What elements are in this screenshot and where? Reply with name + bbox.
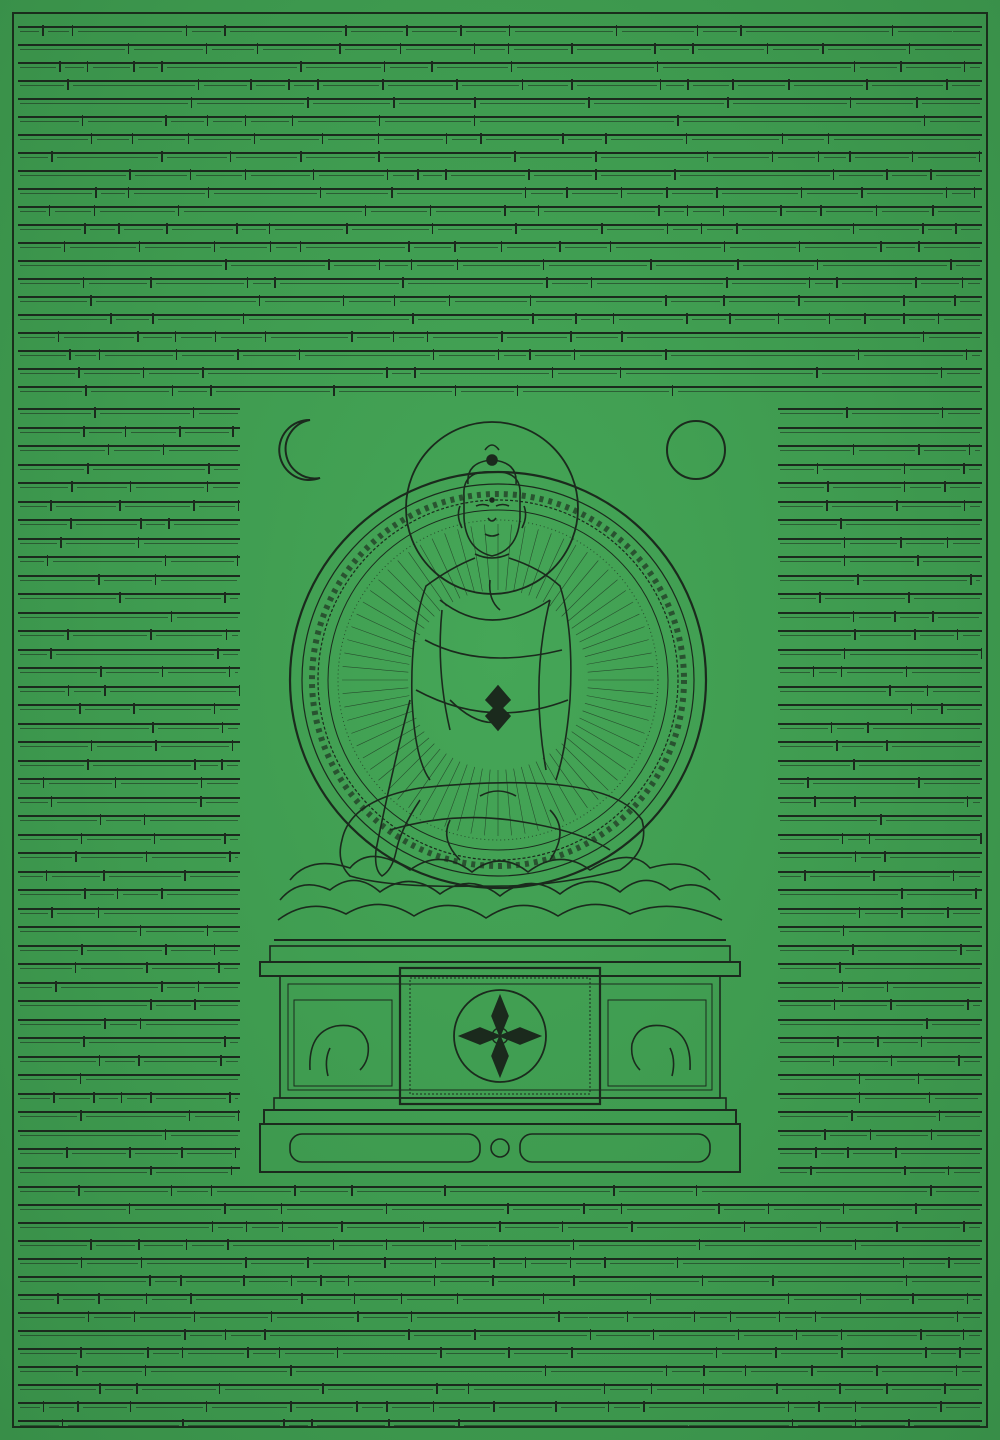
script-line [778,538,982,540]
script-line [778,519,982,521]
script-line [778,704,982,706]
script-line [18,575,240,577]
elephant-icon [608,1000,706,1086]
pedestal [260,946,740,1172]
script-line [18,170,982,172]
script-line [778,427,982,429]
script-line [18,982,240,984]
script-line [18,1111,240,1113]
script-line [778,889,982,891]
script-line [18,116,982,118]
script-line [778,575,982,577]
script-line [18,1348,982,1350]
script-line [778,945,982,947]
script-line [18,1294,982,1296]
script-line [778,1167,982,1169]
script-line [18,445,240,447]
script-line [778,1093,982,1095]
script-line [18,704,240,706]
script-line [778,1056,982,1058]
script-line [18,630,240,632]
tibetan-script-block-top [18,18,982,398]
script-line [18,760,240,762]
script-line [778,1130,982,1132]
script-line [778,630,982,632]
crescent-moon-icon [279,420,320,480]
script-line [18,350,982,352]
script-line [18,368,982,370]
script-line [18,1093,240,1095]
script-line [778,408,982,410]
script-line [18,314,982,316]
script-line [18,206,982,208]
script-line [18,519,240,521]
tibetan-script-column-left [18,400,240,1175]
script-line [778,797,982,799]
script-line [778,871,982,873]
tibetan-script-block-bottom [18,1178,982,1428]
script-line [18,723,240,725]
script-line [18,386,982,388]
script-line [18,260,982,262]
script-line [778,982,982,984]
sun-disc-icon [667,421,725,479]
script-line [778,593,982,595]
script-line [778,445,982,447]
script-line [778,649,982,651]
script-line [18,1420,982,1422]
script-line [18,1037,240,1039]
script-line [778,464,982,466]
script-line [18,612,240,614]
script-line [18,1402,982,1404]
script-line [778,1037,982,1039]
buddha-body [340,558,643,886]
script-line [18,134,982,136]
script-line [778,1074,982,1076]
script-line [18,1276,982,1278]
script-line [18,1019,240,1021]
script-line [18,741,240,743]
script-line [18,834,240,836]
script-line [778,1000,982,1002]
script-line [18,945,240,947]
script-line [18,98,982,100]
script-line [18,1384,982,1386]
script-line [18,556,240,558]
script-line [18,1186,982,1188]
script-line [778,852,982,854]
script-line [778,482,982,484]
script-line [18,1366,982,1368]
script-line [18,1074,240,1076]
script-line [18,889,240,891]
tibetan-script-column-right [778,400,982,1175]
script-line [778,1148,982,1150]
double-vajra-icon [454,990,546,1082]
script-line [18,464,240,466]
script-line [18,1240,982,1242]
script-line [778,1019,982,1021]
script-line [18,667,240,669]
script-line [18,963,240,965]
script-line [778,723,982,725]
script-line [18,686,240,688]
script-line [778,667,982,669]
script-line [18,815,240,817]
script-line [18,871,240,873]
script-line [18,1167,240,1169]
script-line [778,686,982,688]
script-line [18,1204,982,1206]
script-line [778,501,982,503]
script-line [18,538,240,540]
script-line [778,612,982,614]
script-line [18,224,982,226]
script-line [18,296,982,298]
script-line [778,926,982,928]
script-line [18,408,240,410]
script-line [18,80,982,82]
script-line [18,593,240,595]
script-line [18,1000,240,1002]
script-line [18,44,982,46]
script-line [778,1111,982,1113]
script-line [18,332,982,334]
script-line [778,760,982,762]
elephant-icon [294,1000,392,1086]
vajra-icon [486,686,510,730]
script-line [18,1258,982,1260]
script-line [18,427,240,429]
script-line [778,963,982,965]
script-line [778,908,982,910]
script-line [18,778,240,780]
script-line [778,834,982,836]
script-line [18,1130,240,1132]
buddha-illustration [250,400,750,1175]
script-line [778,741,982,743]
script-line [18,1312,982,1314]
script-line [18,26,982,28]
script-line [18,1056,240,1058]
script-line [18,188,982,190]
lotus-throne-icon [274,856,726,940]
script-line [18,1330,982,1332]
script-line [778,556,982,558]
script-line [18,852,240,854]
buddha-head [458,445,525,558]
